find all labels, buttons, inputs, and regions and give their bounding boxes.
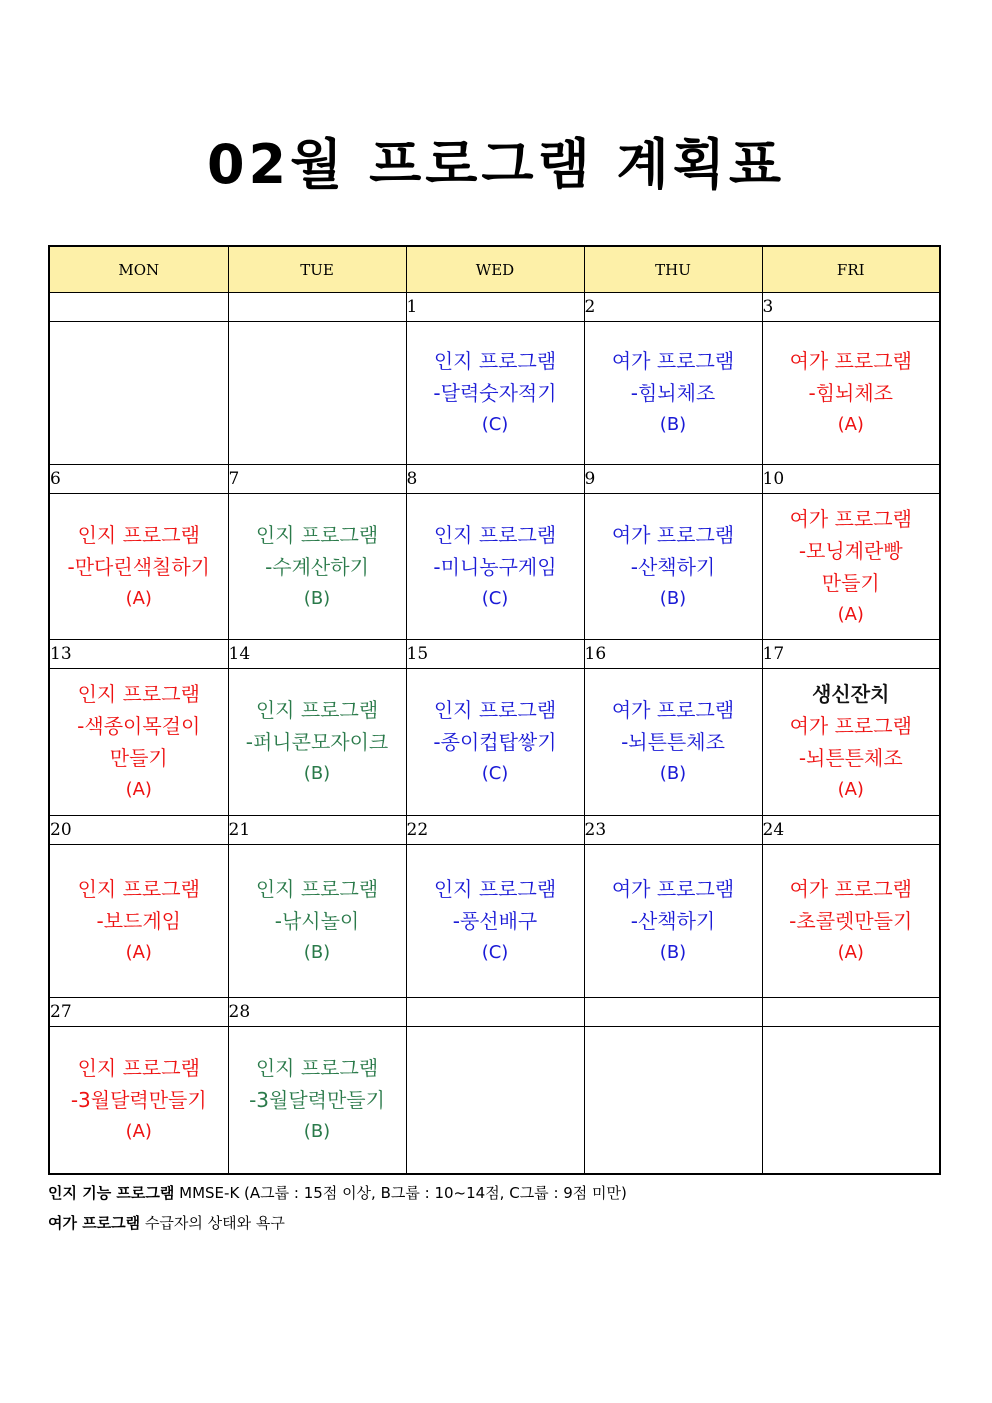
program-activity: 만들기 [109,746,168,770]
program-activity: -힘뇌체조 [808,381,893,405]
program-type: 인지 프로그램 [77,1056,200,1080]
date-number: 17 [762,640,940,669]
program-group: (B) [303,587,331,609]
note-text: 수급자의 상태와 욕구 [140,1214,285,1232]
program-group: (B) [659,763,687,784]
program-cell [762,494,940,640]
program-cell [762,322,940,465]
date-number: 2 [584,293,762,322]
date-row [49,465,940,494]
date-number: 9 [584,465,762,494]
date-number: 1 [406,293,584,322]
date-number [762,998,940,1027]
program-cell [406,322,584,465]
program-type: 인지 프로그램 [255,877,379,901]
program-activity: -수계산하기 [265,554,369,579]
program-activity: -만다린색칠하기 [67,554,210,579]
event-heading: 생신잔치 [812,682,890,706]
program-cell [762,845,940,998]
program-activity: -색종이목걸이 [77,714,201,738]
program-type: 인지 프로그램 [77,522,200,547]
program-group: (B) [659,942,687,963]
program-type: 인지 프로그램 [433,698,557,722]
program-type: 여가 프로그램 [789,349,912,373]
date-row [49,293,940,322]
calendar-table [48,245,941,1175]
program-type: 인지 프로그램 [77,682,200,706]
date-number: 14 [228,640,406,669]
date-number: 10 [762,465,940,494]
date-number: 3 [762,293,940,322]
date-number: 27 [49,998,228,1027]
program-group: (B) [303,763,331,784]
weekday-header: MON [49,246,228,293]
program-row [49,845,940,998]
program-cell [584,669,762,816]
program-activity: -달력숫자적기 [433,381,557,405]
note-text: MMSE-K (A그룹 : 15점 이상, B그룹 : 10~14점, C그룹 : 9점 미만) [174,1184,627,1202]
program-cell [406,1027,584,1175]
date-number: 20 [49,816,228,845]
program-row [49,494,940,640]
date-number: 28 [228,998,406,1027]
notes [48,1178,627,1238]
program-group: (C) [481,942,509,963]
program-cell [584,845,762,998]
program-activity: -힘뇌체조 [630,381,716,405]
note-label: 여가 프로그램 [48,1214,141,1232]
program-type: 여가 프로그램 [611,522,735,547]
program-activity: -미니농구게임 [433,554,557,579]
weekday-header: THU [584,246,762,293]
weekday-header: FRI [762,246,940,293]
program-activity: -3월달력만들기 [249,1088,385,1112]
program-cell [228,1027,406,1175]
program-cell [762,669,940,816]
program-cell [228,669,406,816]
program-type: 인지 프로그램 [255,698,379,722]
date-number [584,998,762,1027]
program-group: (A) [125,942,152,963]
note-label: 인지 기능 프로그램 [48,1184,175,1202]
program-activity: -뇌튼튼체조 [798,746,903,770]
date-row [49,640,940,669]
program-activity: -종이컵탑쌓기 [433,730,557,754]
program-activity: -산책하기 [630,909,716,933]
program-activity: 만들기 [821,570,880,595]
program-group: (A) [125,779,152,800]
program-group: (A) [125,587,152,609]
date-number [406,998,584,1027]
program-row [49,322,940,465]
program-type: 여가 프로그램 [789,506,912,531]
program-type: 여가 프로그램 [611,698,735,722]
program-activity: -3월달력만들기 [70,1088,207,1112]
program-cell [762,1027,940,1175]
program-group: (B) [303,1121,331,1142]
program-cell [49,322,228,465]
program-group: (C) [481,587,509,609]
note-leisure [48,1208,627,1238]
date-number: 7 [228,465,406,494]
program-type: 인지 프로그램 [433,522,557,547]
program-type: 인지 프로그램 [77,877,200,901]
program-group: (A) [837,414,864,435]
weekday-header: WED [406,246,584,293]
date-number: 23 [584,816,762,845]
weekday-header: TUE [228,246,406,293]
note-cognitive [48,1178,627,1208]
program-type: 인지 프로그램 [255,522,379,547]
page-title: 02월 프로그램 계획표 [206,133,786,196]
date-number: 21 [228,816,406,845]
program-activity: -산책하기 [630,554,716,579]
program-group: (A) [837,779,864,800]
program-group: (A) [837,603,864,625]
program-group: (B) [659,414,687,435]
program-type: 인지 프로그램 [433,877,557,901]
date-number [49,293,228,322]
program-cell [584,322,762,465]
program-cell [49,845,228,998]
program-group: (A) [125,1121,152,1142]
program-activity: -모닝계란빵 [798,538,903,563]
program-group: (C) [481,414,509,435]
program-activity: -초콜렛만들기 [789,909,913,933]
date-number: 6 [49,465,228,494]
program-group: (B) [303,942,331,963]
program-activity: -낚시놀이 [274,909,360,933]
program-cell [49,494,228,640]
program-group: (C) [481,763,509,784]
date-number: 15 [406,640,584,669]
program-type: 여가 프로그램 [789,877,912,901]
program-cell [228,322,406,465]
date-number: 22 [406,816,584,845]
date-number: 24 [762,816,940,845]
program-row [49,669,940,816]
program-cell [584,494,762,640]
date-row [49,816,940,845]
program-cell [584,1027,762,1175]
program-type: 여가 프로그램 [611,349,735,373]
date-number: 8 [406,465,584,494]
date-number: 16 [584,640,762,669]
program-activity: -풍선배구 [452,909,538,933]
program-type: 여가 프로그램 [611,877,735,901]
date-row [49,998,940,1027]
weekday-header-row [49,246,940,293]
date-number [228,293,406,322]
program-cell [228,494,406,640]
program-type: 인지 프로그램 [255,1056,379,1080]
program-group: (B) [659,587,687,609]
program-cell [228,845,406,998]
program-cell [406,669,584,816]
program-activity: -보드게임 [96,909,181,933]
program-cell [406,494,584,640]
program-cell [49,1027,228,1175]
program-activity: -뇌튼튼체조 [621,730,725,754]
program-row [49,1027,940,1175]
program-cell [49,669,228,816]
program-type: 여가 프로그램 [789,714,912,738]
program-group: (A) [837,942,864,963]
program-type: 인지 프로그램 [433,349,557,373]
program-activity: -퍼니콘모자이크 [245,730,389,754]
date-number: 13 [49,640,228,669]
program-cell [406,845,584,998]
